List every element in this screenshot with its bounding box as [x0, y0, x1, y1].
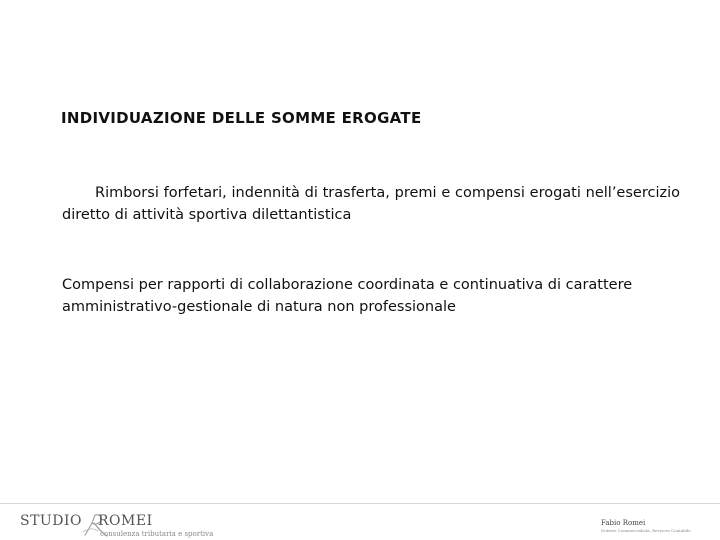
slide-title: INDIVIDUAZIONE DELLE SOMME EROGATE	[61, 109, 422, 127]
logo-tagline: consulenza tributaria e sportiva	[100, 530, 214, 538]
signature-subtitle: Dottore Commercialista, Revisore Contabile	[601, 528, 691, 533]
logo-word-romei: ROMEI	[98, 513, 153, 529]
footer-divider	[0, 503, 720, 504]
paragraph-rimborsi: Rimborsi forfetari, indennità di trasferta, premi e compensi erogati nell’esercizio diretto di attività sportiva dilettantistica	[62, 185, 680, 223]
signature-name: Fabio Romei	[601, 519, 646, 527]
signature-block	[601, 519, 713, 533]
paragraph-compensi: Compensi per rapporti di collaborazione coordinata e continuativa di carattere amministrativo-gestionale di natura non professionale	[62, 277, 633, 315]
studio-romei-logo	[18, 510, 218, 538]
logo-word-studio: STUDIO	[20, 513, 82, 529]
